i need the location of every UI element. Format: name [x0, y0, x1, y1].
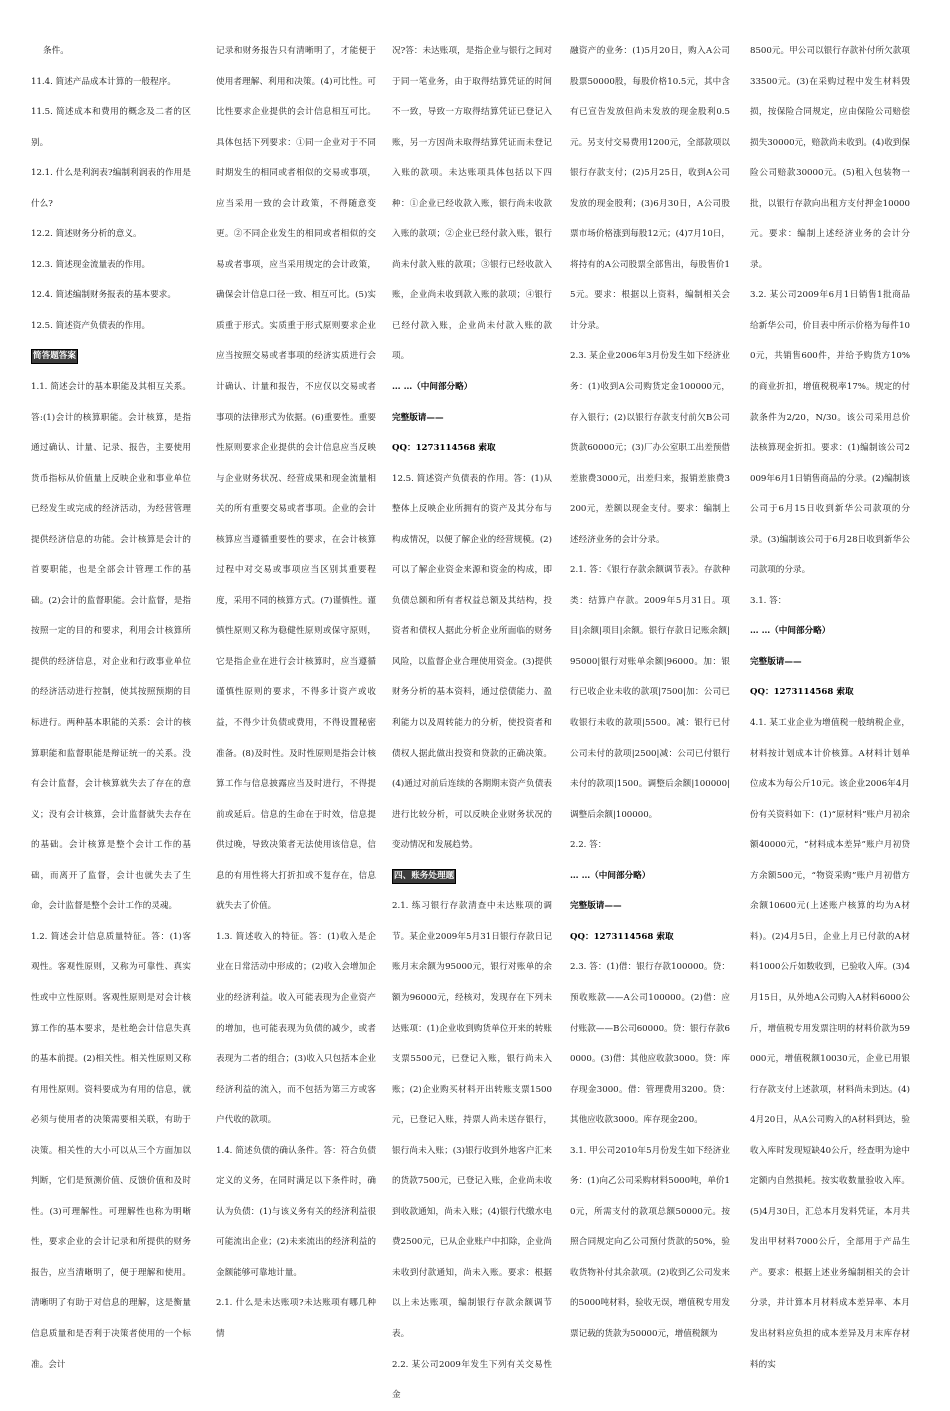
paragraph	[750, 36, 910, 280]
paragraph	[570, 555, 730, 830]
paragraph	[392, 464, 552, 861]
text-column-3	[392, 36, 552, 1401]
paragraph-text: 1.1. 简述会计的基本职能及其相互关系。答:(1)会计的核算职能。会计核算，是指通过确认、计量、记录、报告，主要使用货币指标从价值量上反映企业和事业单位已经发生或完成的经济活动，为经营管理提供经济信息的功能。会计核算是会计的首要职能，也是全部会计管理工作的基础。(2)会计的监督职能。会计监督，是指按照一定的目的和要求，利用会计核算所提供的经济信息，对企业和行政事业单位的经济活动进行控制，使其按照预期的目标进行。两种基本职能的关系：会计的核算职能和监督职能是辩证统一的关系。没有会计监督，会计核算就失去了存在的意义；没有会计核算，会计监督就失去存在的基础。会计核算是整个会计工作的基础，而离开了监督，会计也就失去了生命，会计监督是整个会计工作的灵魂。	[31, 382, 191, 912]
paragraph	[392, 36, 552, 372]
paragraph-text: 况?答：未达账项，是指企业与银行之间对于同一笔业务，由于取得结算凭证的时间不一致，导致一方取得结算凭证已登记入账，另一方因尚未取得结算凭证而未登记入账的款项。未达账项具体包括以下四种：①企业已经收款入账，银行尚未收款入账的款项；②企业已经付款入账，银行尚未付款入账的款项；③银行已经收款入账，企业尚未收到款入账的款项；④银行已经付款入账，企业尚未付款入账的款项。	[392, 46, 552, 362]
paragraph	[392, 1350, 552, 1411]
paragraph	[31, 97, 191, 158]
paragraph-text: 1.2. 简述会计信息质量特征。答：(1)客观性。客观性原则，又称为可靠性、真实性或中立性原则。客观性原则是对会计核算工作的基本要求，是杜绝会计信息失真的基本前提。(2)相关性。相关性原则又称有用性原则。资料要成为有用的信息，就必须与使用者的决策需要相关联，有助于决策。相关性的大小可以从三个方面加以判断，它们是预测价值、反馈价值和及时性。(3)可理解性。可理解性也称为明晰性，要求企业的会计记录和所提供的财务报告，应当清晰明了，便于理解和使用。清晰明了有助于对信息的理解，这是衡量信息质量和是否利于决策者使用的一个标准。会计	[31, 931, 191, 1370]
paragraph-text: 完整版请——	[392, 412, 444, 423]
paragraph-text: 记录和财务报告只有清晰明了，才能便于使用者理解、利用和决策。(4)可比性。可比性要求企业提供的会计信息相互可比。具体包括下列要求：①同一企业对于不同时期发生的相同或者相似的交易或事项，应当采用一致的会计政策，不得随意变更。②不同企业发生的相同或者相似的交易或者事项，应当采用规定的会计政策，确保会计信息口径一致、相互可比。(5)实质重于形式。实质重于形式原则要求企业应当按照交易或者事项的经济实质进行会计确认、计量和报告，不应仅以交易或者事项的法律形式为依据。(6)重要性。重要性原则要求企业提供的会计信息应当反映与企业财务状况、经营成果和现金流量相关的所有重要交易或者事项。企业的会计核算应当遵循重要性的要求，在会计核算过程中对交易或事项应当区别其重要程度，采用不同的核算方式。(7)谨慎性。谨慎性原则又称为稳健性原则或保守原则，它是指企业在进行会计核算时，应当遵循谨慎性原则的要求，不得多计资产或收益，不得少计负债或费用，不得设置秘密准备。(8)及时性。及时性原则是指会计核算工作与信息披露应当及时进行，不得提前或延后。信息的生命在于时效，信息提供过晚，导致决策者无法使用该信息，信息的有用性将大打折扣或不复存在，信息就失去了价值。	[216, 46, 376, 912]
paragraph	[570, 341, 730, 555]
paragraph	[31, 280, 191, 311]
paragraph	[570, 1136, 730, 1350]
paragraph	[392, 372, 552, 403]
paragraph	[750, 708, 910, 1380]
paragraph-text: QQ：1273114568 索取	[750, 687, 854, 698]
text-column-5	[750, 36, 910, 1370]
paragraph-text: 2.2. 某公司2009年发生下列有关交易性金	[392, 1359, 552, 1401]
paragraph-text: 完整版请——	[750, 656, 802, 667]
paragraph-text: 4.1. 某工业企业为增值税一般纳税企业，材料按计划成本计价核算。A材料计划单位成本为每公斤10元。该企业2006年4月份有关资料如下：(1)“原材料”账户月初余额40000元，“材料成本差异”账户月初贷方余额500元，“物资采购”账户月初借方余额10600元(上述账户核算的均为A材料)。(2)4月5日，企业上月已付款的A材料1000公斤如数收到，已验收入库。(3)4月15日，从外地A公司购入A材料6000公斤，增值税专用发票注明的材料价款为59000元，增值税额10030元，企业已用银行存款支付上述款项，材料尚未到达。(4)4月20日，从A公司购入的A材料到达，验收入库时发现短缺40公斤，经查明为途中定额内自然损耗。按实收数量验收入库。(5)4月30日，汇总本月发料凭证，本月共发出甲材料7000公斤，全部用于产品生产。要求：根据上述业务编制相关的会计分录，并计算本月材料成本差异率、本月发出材料应负担的成本差异及月末库存材料的实	[750, 718, 910, 1370]
paragraph-text: 2.3. 某企业2006年3月份发生如下经济业务：(1)收到A公司购货定金100000元，存入银行；(2)以银行存款支付前欠B公司货款60000元；(3)厂办公室职工出差预借差旅费3000元，出差归来，报销差旅费3200元，差额以现金支付。要求：编制上述经济业务的会计分录。	[570, 351, 730, 545]
paragraph-text: 8500元。甲公司以银行存款补付所欠款项33500元。(3)在采购过程中发生材料毁损，按保险合同规定，应由保险公司赔偿损失30000元，赔款尚未收到。(4)收到保险公司赔款30000元。(5)租入包装物一批，以银行存款向出租方支付押金10000元。要求：编制上述经济业务的会计分录。	[750, 46, 910, 270]
paragraph-text: 完整版请——	[570, 901, 622, 912]
paragraph	[570, 922, 730, 953]
paragraph-text: 2.1. 答：《银行存款余额调节表》。存款种类：结算户存款。2009年5月31日。项目|余额|项目|余额。银行存款日记账余额|95000|银行对账单余额|96000。加：银行已收企业未收的款项|7500|加：公司已收银行未收的款项|5500。减：银行已付公司未付的款项|2500|减：公司已付银行未付的款项|1500。调整后余额|100000|调整后余额|100000。	[570, 565, 730, 820]
paragraph	[570, 36, 730, 341]
paragraph-text: 条件。	[43, 46, 69, 56]
paragraph-text: 12.1. 什么是利润表?编制利润表的作用是什么?	[31, 168, 191, 209]
paragraph-text: 2.2. 答：	[570, 840, 607, 851]
paragraph	[750, 677, 910, 708]
paragraph	[750, 616, 910, 647]
paragraph-text: 1.3. 简述收入的特征。答：(1)收入是企业在日常活动中形成的；(2)收入会增加企业的经济利益。收入可能表现为企业资产的增加，也可能表现为负债的减少，或者表现为二者的组合；(3)收入只包括本企业经济利益的流入，而不包括为第三方或客户代收的款项。	[216, 931, 376, 1126]
paragraph	[750, 586, 910, 617]
paragraph	[216, 36, 376, 922]
paragraph-text: 12.3. 简述现金流量表的作用。	[31, 259, 151, 270]
paragraph-text: QQ：1273114568 索取	[570, 931, 674, 942]
paragraph	[392, 861, 552, 892]
paragraph-text: 12.5. 简述资产负债表的作用。	[31, 320, 151, 331]
section-heading: 四、账务处理题	[392, 869, 456, 884]
paragraph	[392, 403, 552, 434]
text-column-2	[216, 36, 376, 1339]
paragraph	[31, 67, 191, 98]
text-column-4	[570, 36, 730, 1339]
paragraph	[31, 341, 191, 372]
paragraph-text: 1.4. 简述负债的确认条件。答：符合负债定义的义务，在同时满足以下条件时，确认为负债：(1)与该义务有关的经济利益很可能流出企业；(2)未来流出的经济利益的金额能够可靠地计量。	[216, 1145, 376, 1278]
paragraph-text: … …（中间部分略）	[750, 626, 831, 637]
paragraph-text: 11.5. 简述成本和费用的概念及二者的区别。	[31, 107, 191, 148]
paragraph	[750, 280, 910, 585]
text-column-1	[31, 36, 191, 1370]
paragraph	[570, 861, 730, 892]
paragraph	[216, 1288, 376, 1349]
paragraph	[392, 891, 552, 1349]
paragraph	[216, 922, 376, 1136]
paragraph	[31, 158, 191, 219]
paragraph	[570, 952, 730, 1135]
paragraph-text: 3.1. 答：	[750, 595, 787, 606]
paragraph-text: … …（中间部分略）	[570, 870, 651, 881]
paragraph-text: 2.3. 答：(1)借：银行存款100000。贷：预收账款——A公司100000。(2)借：应付账款——B公司60000。贷：银行存款60000。(3)借：其他应收款3000。贷：库存现金3000。借：管理费用3200。贷：其他应收款3000。库存现金200。	[570, 962, 730, 1126]
paragraph	[31, 311, 191, 342]
paragraph	[31, 219, 191, 250]
paragraph	[31, 372, 191, 922]
section-heading: 简答题答案	[31, 349, 78, 364]
paragraph	[216, 1136, 376, 1289]
paragraph	[31, 250, 191, 281]
paragraph-text: 11.4. 简述产品成本计算的一般程序。	[31, 76, 176, 87]
paragraph-text: 12.4. 简述编制财务报表的基本要求。	[31, 290, 176, 301]
paragraph-text: 融资产的业务：(1)5月20日，购入A公司股票50000股，每股价格10.5元，其中含有已宣告发放但尚未发放的现金股利0.5元。另支付交易费用1200元，全部款项以银行存款支付；(2)5月25日，收到A公司发放的现金股利；(3)6月30日，A公司股票市场价格涨到每股12元；(4)7月10日，将持有的A公司股票全部售出，每股售价15元。要求：根据以上资料，编制相关会计分录。	[570, 46, 730, 331]
paragraph-text: 3.2. 某公司2009年6月1日销售1批商品给新华公司，价目表中所示价格为每件100元，共销售600件，并给予购货方10%的商业折扣，增值税税率17%。规定的付款条件为2/20，N/30。该公司采用总价法核算现金折扣。要求：(1)编制该公司2009年6月1日销售商品的分录。(2)编制该公司于6月15日收到新华公司款项的分录。(3)编制该公司于6月28日收到新华公司款项的分录。	[750, 290, 910, 576]
paragraph	[31, 36, 191, 67]
paragraph-text: 2.1. 什么是未达账项?未达账项有哪几种情	[216, 1298, 376, 1339]
paragraph	[392, 433, 552, 464]
paragraph	[570, 891, 730, 922]
paragraph	[750, 647, 910, 678]
paragraph	[31, 922, 191, 1380]
paragraph-text: 12.5. 简述资产负债表的作用。答：(1)从整体上反映企业所拥有的资产及其分布与构成情况，以便了解企业的经营规模。(2)可以了解企业资金来源和资金的构成，即负债总额和所有者权益总额及其结构，投资者和债权人据此分析企业所面临的财务风险，以监督企业合理使用资金。(3)提供财务分析的基本资料，通过偿债能力、盈利能力以及周转能力的分析，使投资者和债权人据此做出投资和贷款的正确决策。(4)通过对前后连续的各期期末资产负债表进行比较分析，可以反映企业财务状况的变动情况和发展趋势。	[392, 473, 552, 851]
paragraph	[570, 830, 730, 861]
paragraph-text: 3.1. 甲公司2010年5月份发生如下经济业务：(1)向乙公司采购材料5000吨，单价10元，所需支付的款项总额50000元。按照合同规定向乙公司预付货款的50%，验收货物补付其余款项。(2)收到乙公司发来的5000吨材料，验收无误，增值税专用发票记载的货款为50000元，增值税额为	[570, 1145, 730, 1339]
paragraph-text: 12.2. 简述财务分析的意义。	[31, 229, 142, 240]
paragraph-text: 2.1. 练习银行存款清查中未达账项的调节。某企业2009年5月31日银行存款日记账月末余额为95000元，银行对账单的余额为96000元，经核对，发现存在下列未达账项：(1)企业收到购货单位开来的转账支票5500元，已登记入账，银行尚未入账；(2)企业购买材料开出转账支票1500元，已登记入账，持票人尚未送存银行，银行尚未入账；(3)银行收到外地客户汇来的货款7500元，已登记入账，企业尚未收到收款通知，尚未入账；(4)银行代缴水电费2500元，已从企业账户中扣除，企业尚未收到付款通知，尚未入账。要求：根据以上未达账项，编制银行存款余额调节表。	[392, 901, 552, 1339]
paragraph-text: … …（中间部分略）	[392, 382, 473, 393]
paragraph-text: QQ：1273114568 索取	[392, 443, 496, 454]
